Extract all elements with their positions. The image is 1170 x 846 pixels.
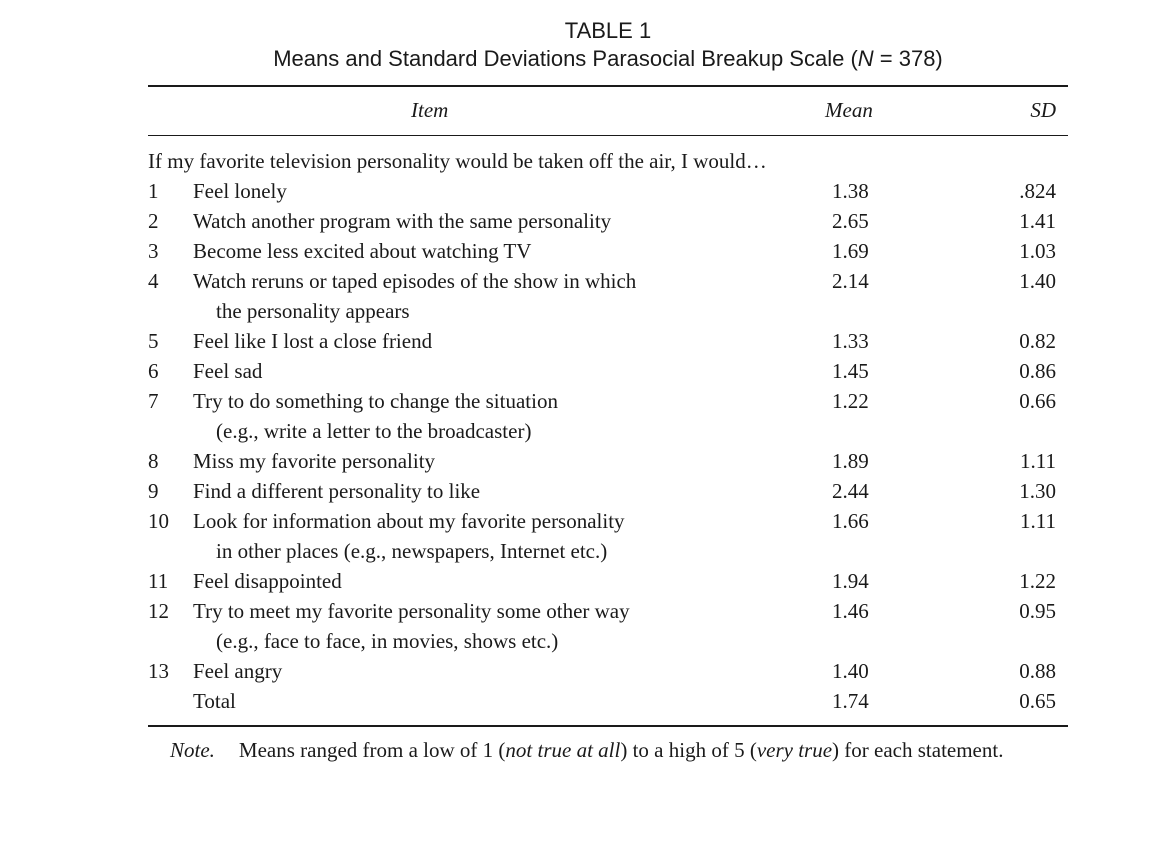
table-row: [0, 237, 1170, 267]
row-mean: 1.66: [832, 509, 869, 533]
table-title-suffix: = 378): [873, 46, 943, 71]
note-text-2: ) to a high of 5 (: [620, 738, 757, 762]
row-item-line1: Feel disappointed: [193, 569, 342, 593]
row-item-text: [193, 267, 753, 325]
row-number: 1: [148, 179, 159, 203]
row-mean: 1.22: [832, 389, 869, 413]
note-emphasis-2: very true: [756, 738, 833, 762]
row-item-text: [193, 327, 753, 355]
row-item-line1: Watch another program with the same personality: [193, 209, 612, 233]
row-mean: 1.33: [832, 329, 869, 353]
table-row: [0, 567, 1170, 597]
table-row: [0, 207, 1170, 237]
row-item-line2: (e.g., face to face, in movies, shows etc.): [216, 629, 559, 653]
column-header-item: Item: [411, 98, 449, 122]
row-sd: 0.88: [1019, 659, 1056, 683]
table-row: [0, 387, 1170, 447]
row-number: 11: [148, 569, 169, 593]
row-item-line2: the personality appears: [216, 299, 410, 323]
table-row: [0, 267, 1170, 327]
row-item-text: [193, 477, 753, 505]
row-item-line1: Feel lonely: [193, 179, 287, 203]
row-number: 12: [148, 599, 169, 623]
row-item-line1: Feel like I lost a close friend: [193, 329, 433, 353]
row-item-text: [193, 657, 753, 685]
row-item-line2: in other places (e.g., newspapers, Internet etc.): [216, 539, 608, 563]
row-number: 2: [148, 209, 159, 233]
row-item-line1: Watch reruns or taped episodes of the show in which: [193, 269, 637, 293]
row-mean: 1.74: [832, 689, 869, 713]
row-item-text: [193, 597, 753, 655]
row-item-text: [193, 567, 753, 595]
row-mean: 1.46: [832, 599, 869, 623]
row-item-line1: Total: [193, 689, 236, 713]
row-sd: 0.95: [1019, 599, 1056, 623]
table-title-n: N: [857, 46, 874, 71]
row-item-line1: Feel sad: [193, 359, 263, 383]
row-sd: 0.86: [1019, 359, 1056, 383]
row-mean: 1.69: [832, 239, 869, 263]
intro-statement: If my favorite television personality would be taken off the air, I would…: [148, 149, 767, 173]
row-sd: 0.82: [1019, 329, 1056, 353]
table-row: [0, 357, 1170, 387]
row-item-text: [193, 507, 753, 565]
table-number: TABLE 1: [564, 18, 652, 43]
row-item-text: [193, 447, 753, 475]
row-item-line1: Find a different personality to like: [193, 479, 481, 503]
row-mean: 1.40: [832, 659, 869, 683]
table-row: [0, 507, 1170, 567]
row-number: 5: [148, 329, 159, 353]
row-sd: 1.22: [1019, 569, 1056, 593]
row-number: 13: [148, 659, 169, 683]
note-text-1: Means ranged from a low of 1 (: [238, 738, 506, 762]
column-header-mean: Mean: [825, 98, 873, 122]
table-row: [0, 177, 1170, 207]
row-item-line1: Try to do something to change the situation: [193, 389, 558, 413]
row-sd: 1.11: [1020, 449, 1056, 473]
table-title-prefix: Means and Standard Deviations Parasocial Breakup Scale (: [273, 46, 858, 71]
row-number: 10: [148, 509, 169, 533]
row-item-text: [193, 357, 753, 385]
row-mean: 2.65: [832, 209, 869, 233]
row-sd: 0.66: [1019, 389, 1056, 413]
row-number: 4: [148, 269, 159, 293]
row-sd: 1.03: [1019, 239, 1056, 263]
row-item-line1: Miss my favorite personality: [193, 449, 436, 473]
table-row: [0, 327, 1170, 357]
row-sd: 1.41: [1019, 209, 1056, 233]
row-mean: 1.94: [832, 569, 869, 593]
row-mean: 1.89: [832, 449, 869, 473]
row-item-line1: Look for information about my favorite personality: [193, 509, 625, 533]
table-row: [0, 687, 1170, 717]
row-item-line1: Become less excited about watching TV: [193, 239, 532, 263]
row-item-text: [193, 237, 753, 265]
table-row: [0, 477, 1170, 507]
row-sd: 1.11: [1020, 509, 1056, 533]
row-mean: 2.44: [832, 479, 869, 503]
row-mean: 2.14: [832, 269, 869, 293]
row-mean: 1.38: [832, 179, 869, 203]
row-item-text: [193, 387, 753, 445]
row-sd: 1.30: [1019, 479, 1056, 503]
header-rule: [148, 135, 1068, 136]
table-body: [0, 177, 1170, 717]
table-row: [0, 597, 1170, 657]
row-item-text: [193, 177, 753, 205]
row-sd: 0.65: [1019, 689, 1056, 713]
top-rule: [148, 85, 1068, 87]
bottom-rule: [148, 725, 1068, 727]
note-emphasis-1: not true at all: [505, 738, 621, 762]
note-text-3: ) for each statement.: [832, 738, 1004, 762]
column-header-sd: SD: [1030, 98, 1056, 122]
table-row: [0, 447, 1170, 477]
row-number: 9: [148, 479, 159, 503]
row-item-line1: Feel angry: [193, 659, 283, 683]
table-note: [170, 736, 1003, 764]
row-number: 3: [148, 239, 159, 263]
table-title: [0, 45, 1170, 73]
note-label: Note.: [170, 738, 215, 762]
row-mean: 1.45: [832, 359, 869, 383]
row-number: 7: [148, 389, 159, 413]
row-sd: 1.40: [1019, 269, 1056, 293]
row-number: 6: [148, 359, 159, 383]
row-item-line2: (e.g., write a letter to the broadcaster): [216, 419, 532, 443]
row-sd: .824: [1019, 179, 1056, 203]
row-item-text: [193, 207, 753, 235]
row-item-line1: Try to meet my favorite personality some other way: [193, 599, 630, 623]
row-item-text: [193, 687, 753, 715]
row-number: 8: [148, 449, 159, 473]
table-row: [0, 657, 1170, 687]
